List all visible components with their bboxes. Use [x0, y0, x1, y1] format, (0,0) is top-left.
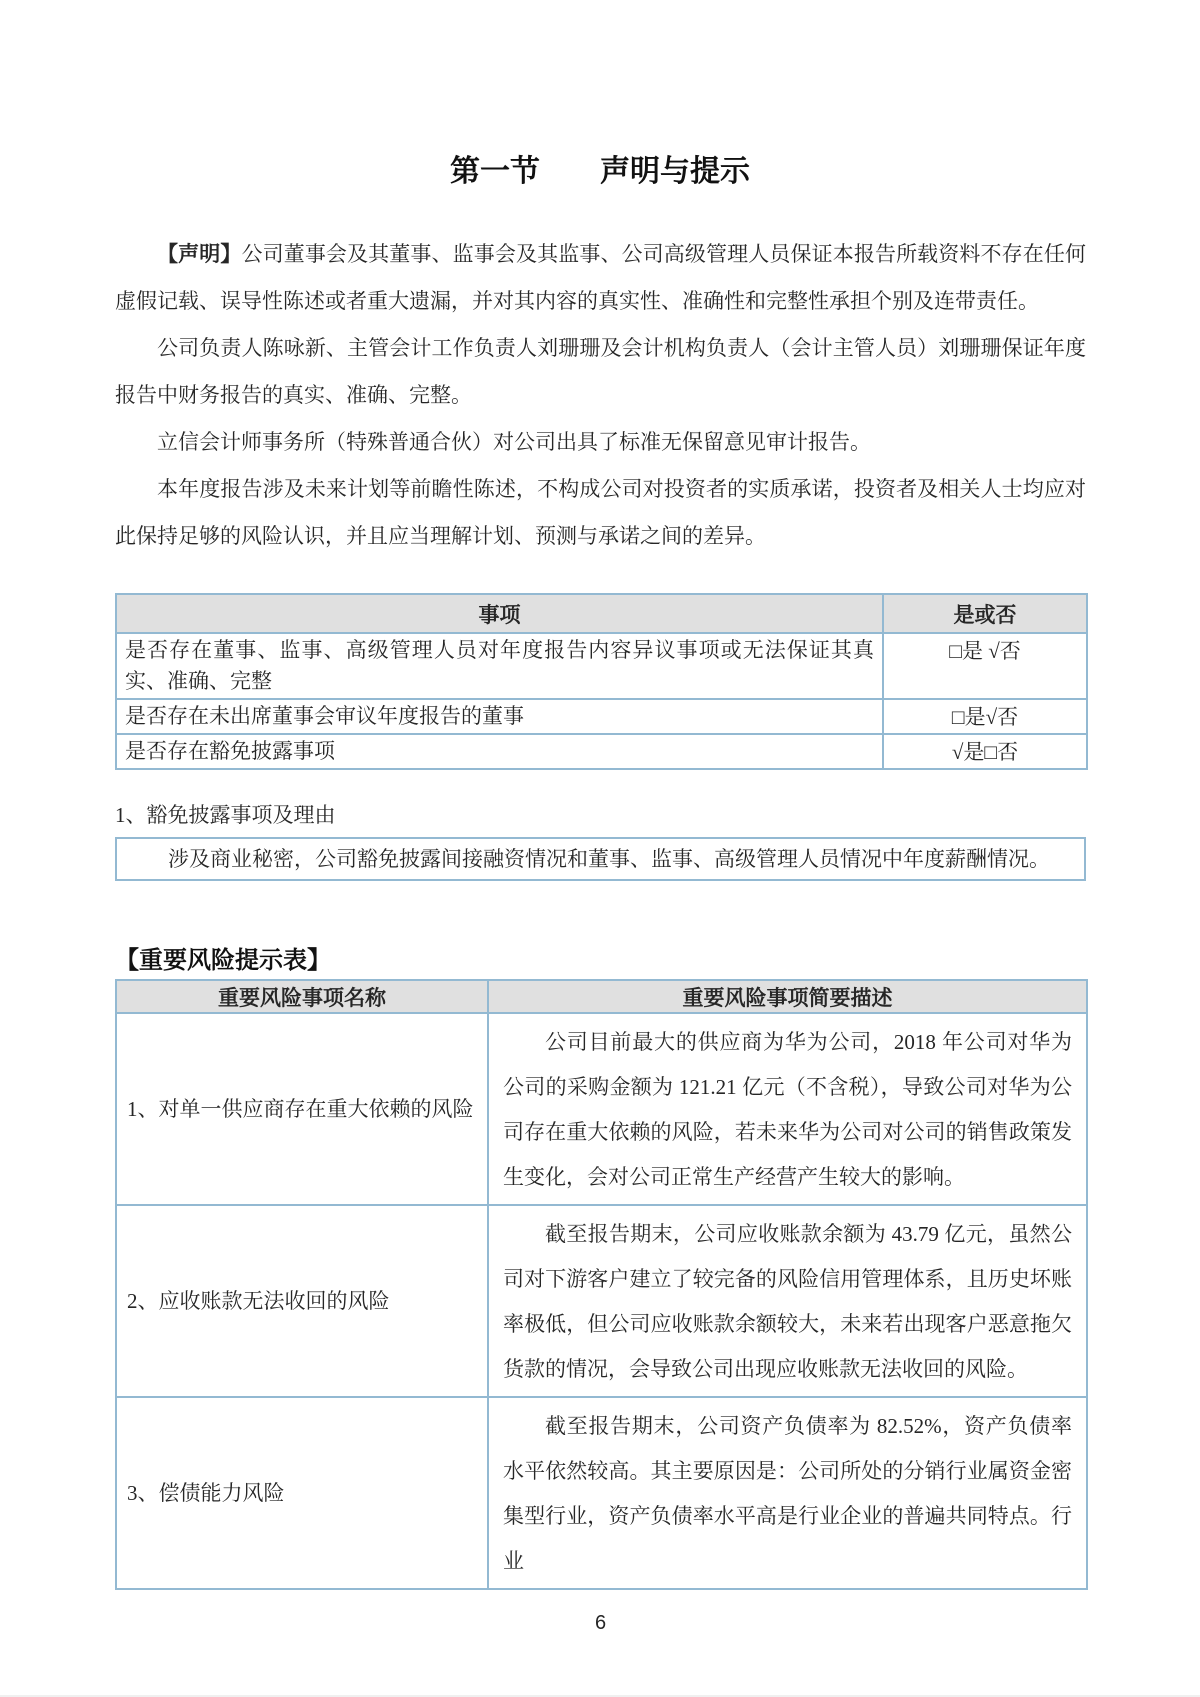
- risk-table-row-3: [116, 1397, 1087, 1589]
- risk-header-description: 重要风险事项简要描述: [488, 980, 1087, 1013]
- matters-answer-1: □是 √否: [883, 633, 1087, 699]
- matters-table-row-3: [116, 734, 1087, 769]
- declaration-paragraph-4: 本年度报告涉及未来计划等前瞻性陈述，不构成公司对投资者的实质承诺，投资者及相关人士均应对此保持足够的风险认识，并且应当理解计划、预测与承诺之间的差异。: [115, 477, 1086, 548]
- risk-table-title: 【重要风险提示表】: [115, 947, 331, 974]
- risk-description-1: 公司目前最大的供应商为华为公司，2018 年公司对华为公司的采购金额为 121.21 亿元（不含税），导致公司对华为公司存在重大依赖的风险，若未来华为公司对公司的销售政策发生变化，会对公司正常生产经营产生较大的影响。: [488, 1013, 1087, 1205]
- matters-table-row-2: [116, 699, 1087, 734]
- declaration-block: [115, 231, 1086, 560]
- declaration-paragraph-3: 立信会计师事务所（特殊普通合伙）对公司出具了标准无保留意见审计报告。: [157, 430, 871, 454]
- matters-header-item: 事项: [116, 594, 883, 633]
- matters-item-3: 是否存在豁免披露事项: [116, 734, 883, 769]
- risk-table-header-row: [116, 980, 1087, 1013]
- risk-name-1: 1、对单一供应商存在重大依赖的风险: [116, 1013, 488, 1205]
- risk-header-name: 重要风险事项名称: [116, 980, 488, 1013]
- risk-name-3: 3、偿债能力风险: [116, 1397, 488, 1589]
- matters-table: [115, 593, 1088, 770]
- risk-table-row-2: [116, 1205, 1087, 1397]
- matters-item-2: 是否存在未出席董事会审议年度报告的董事: [116, 699, 883, 734]
- exemption-heading: 1、豁免披露事项及理由: [115, 803, 336, 827]
- matters-answer-3: √是□否: [883, 734, 1087, 769]
- risk-name-2: 2、应收账款无法收回的风险: [116, 1205, 488, 1397]
- declaration-paragraph-1: [115, 231, 1086, 325]
- risk-description-3: 截至报告期末，公司资产负债率为 82.52%，资产负债率水平依然较高。其主要原因是：公司所处的分销行业属资金密集型行业，资产负债率水平高是行业企业的普遍共同特点。行业: [488, 1397, 1087, 1589]
- declaration-paragraph-2: 公司负责人陈咏新、主管会计工作负责人刘珊珊及会计机构负责人（会计主管人员）刘珊珊保证年度报告中财务报告的真实、准确、完整。: [115, 336, 1086, 407]
- section-title: 第一节 声明与提示: [450, 155, 750, 188]
- matters-table-header-row: [116, 594, 1087, 633]
- matters-header-yes-no: 是或否: [883, 594, 1087, 633]
- page-number: 6: [594, 1612, 607, 1634]
- risk-table-row-1: [116, 1013, 1087, 1205]
- exemption-box: 涉及商业秘密，公司豁免披露间接融资情况和董事、监事、高级管理人员情况中年度薪酬情况。: [115, 837, 1086, 881]
- matters-table-row-1: [116, 633, 1087, 699]
- risk-description-2: 截至报告期末，公司应收账款余额为 43.79 亿元，虽然公司对下游客户建立了较完备的风险信用管理体系，且历史坏账率极低，但公司应收账款余额较大，未来若出现客户恶意拖欠货款的情况，会导致公司出现应收账款无法收回的风险。: [488, 1205, 1087, 1397]
- matters-item-1: 是否存在董事、监事、高级管理人员对年度报告内容异议事项或无法保证其真实、准确、完整: [116, 633, 883, 699]
- page-content: [115, 231, 1086, 1636]
- declaration-paragraph-1-text: 公司董事会及其董事、监事会及其监事、公司高级管理人员保证本报告所载资料不存在任何虚假记载、误导性陈述或者重大遗漏，并对其内容的真实性、准确性和完整性承担个别及连带责任。: [115, 242, 1086, 313]
- matters-answer-2: □是√否: [883, 699, 1087, 734]
- declaration-label: 【声明】: [157, 242, 242, 266]
- risk-table: [115, 979, 1088, 1590]
